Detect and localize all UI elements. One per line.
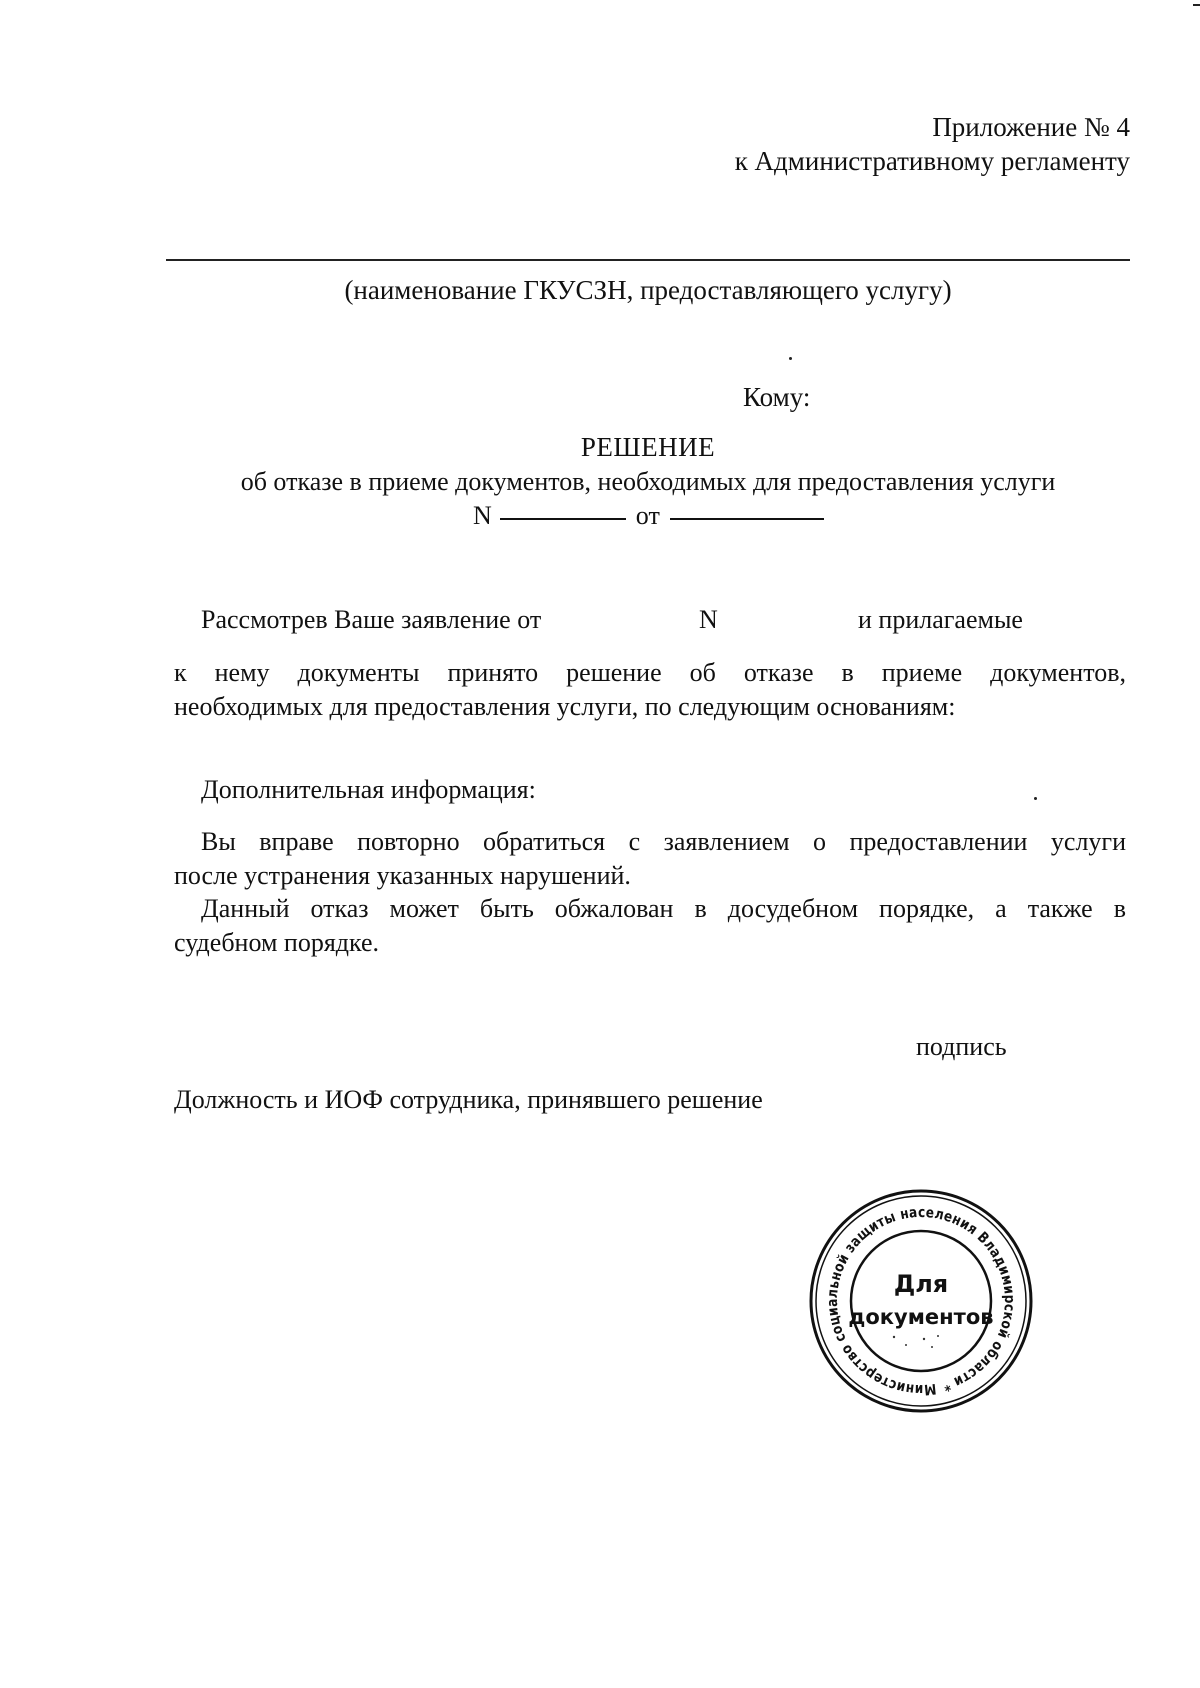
application-reviewed-text: Рассмотрев Ваше заявление от — [201, 605, 542, 634]
organization-name-line — [166, 259, 1130, 261]
scan-corner-mark — [1193, 4, 1200, 6]
stamp-speck — [931, 1346, 933, 1348]
number-blank — [500, 517, 626, 520]
stamp-outer-ring-inner — [816, 1196, 1026, 1406]
decision-title: РЕШЕНИЕ — [580, 432, 716, 462]
decision-number-line — [473, 501, 824, 531]
reapply-paragraph-line2: после устранения указанных нарушений. — [174, 861, 631, 890]
stamp-inner-ring — [851, 1231, 991, 1371]
decision-subtitle: об отказе в приеме документов, необходимых для предоставления услуги — [240, 467, 1056, 496]
stamp-speck — [893, 1336, 895, 1338]
scan-speck — [789, 357, 792, 360]
signature-label: подпись — [916, 1032, 1007, 1061]
appendix-reference: к Административному регламенту — [734, 146, 1130, 176]
attached-text: и прилагаемые — [858, 605, 1023, 634]
application-number-label: N — [699, 605, 718, 634]
number-prefix: N — [473, 501, 492, 530]
stamp-center-line1: Для — [893, 1270, 949, 1298]
stamp-speck — [937, 1335, 939, 1337]
stamp-outer-ring — [811, 1191, 1031, 1411]
stamp-speck — [923, 1338, 925, 1340]
additional-info-label: Дополнительная информация: — [201, 775, 536, 804]
official-stamp — [808, 1188, 1034, 1414]
stamp-ring-textpath: Министерство социальной защиты населения Владимирской области * — [824, 1204, 1018, 1398]
appeal-paragraph-line2: судебном порядке. — [174, 928, 380, 957]
refusal-paragraph-line1: к нему документы принято решение об отказе в приеме документов, — [174, 658, 1126, 687]
appendix-number: Приложение № 4 — [932, 112, 1130, 142]
organization-caption: (наименование ГКУСЗН, предоставляющего услугу) — [344, 275, 952, 305]
addressee-label: Кому: — [743, 382, 811, 412]
date-prefix: от — [635, 501, 660, 530]
date-blank — [670, 517, 824, 520]
additional-info-period — [1034, 797, 1037, 800]
refusal-paragraph-line2: необходимых для предоставления услуги, по следующим основаниям: — [174, 692, 956, 721]
reapply-paragraph-line1: Вы вправе повторно обратиться с заявлением о предоставлении услуги — [201, 827, 1126, 856]
stamp-speck — [905, 1344, 907, 1346]
appeal-paragraph-line1: Данный отказ может быть обжалован в досудебном порядке, а также в — [201, 894, 1126, 923]
employee-position-label: Должность и ИОФ сотрудника, принявшего решение — [174, 1085, 763, 1114]
stamp-center-line2: документов — [848, 1305, 994, 1329]
